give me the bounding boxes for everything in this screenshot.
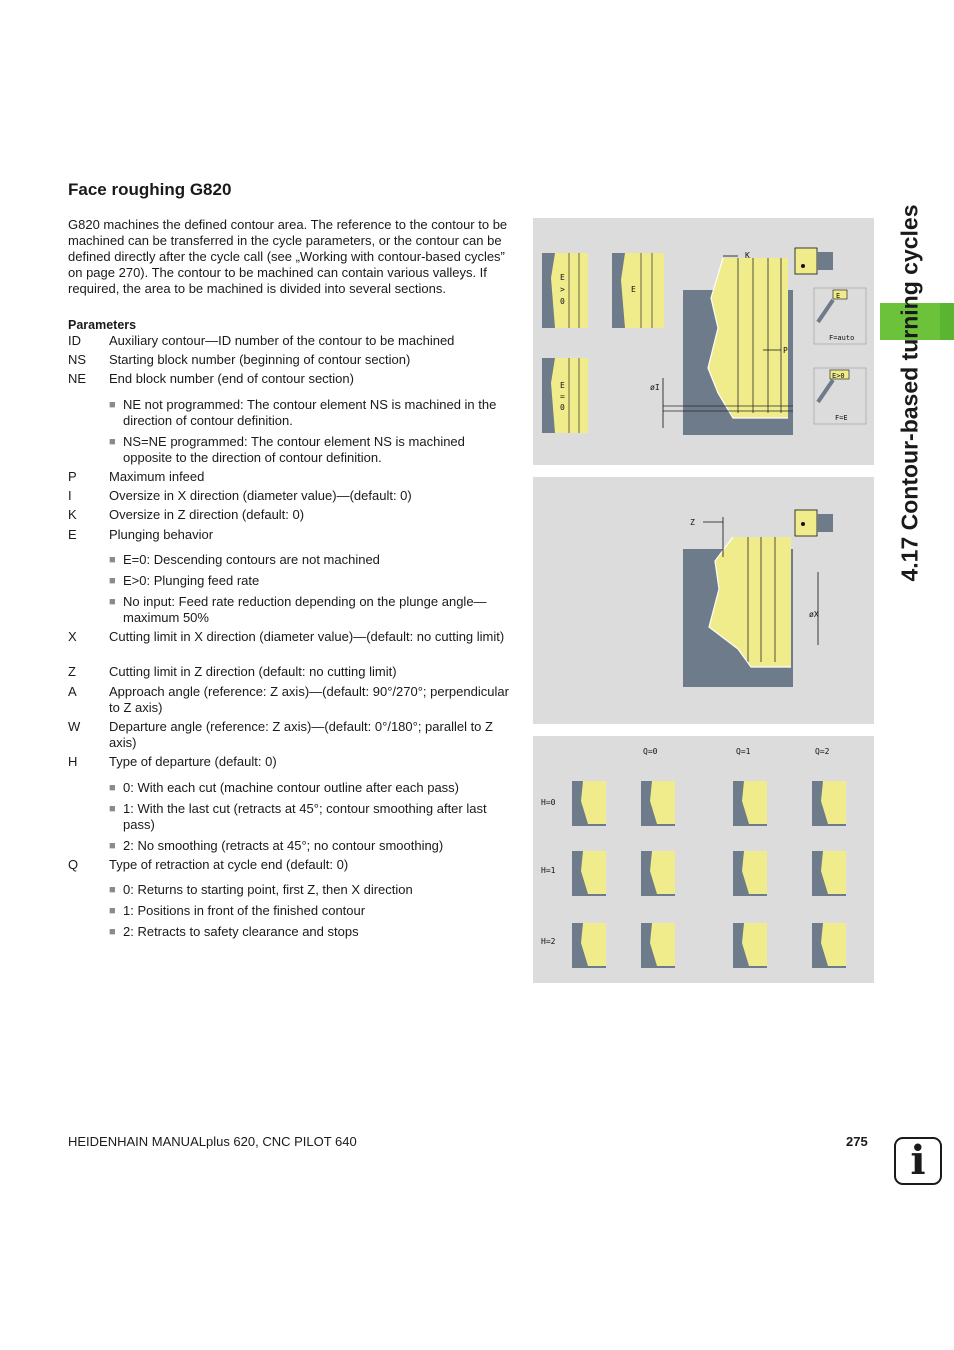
param-e: E Plunging behavior xyxy=(68,527,214,542)
param-ns: NS Starting block number (beginning of contour section) xyxy=(68,352,411,367)
figure-departure-retraction xyxy=(533,736,874,983)
mini-diagram-h0-q0 xyxy=(641,781,675,826)
tab-e-gt-0 xyxy=(542,253,588,328)
tab-e xyxy=(612,253,664,328)
svg-text:>: > xyxy=(560,285,565,294)
h2-label: H=2 xyxy=(541,937,556,946)
param-id: ID Auxiliary contour—ID number of the contour to be machined xyxy=(68,333,455,348)
mini-diagram-h1-none xyxy=(572,851,606,896)
mini-diagram-h0-q1 xyxy=(733,781,767,826)
q-bullet-2: ■ 1: Positions in front of the finished contour xyxy=(109,903,366,918)
mini-diagram-h1-q0 xyxy=(641,851,675,896)
svg-text:0: 0 xyxy=(560,403,565,412)
figure-2-drawing xyxy=(533,477,874,724)
param-z: Z Cutting limit in Z direction (default: no cutting limit) xyxy=(68,664,397,679)
mini-diagram-h0-none xyxy=(572,781,606,826)
chapter-side-title: 4.17 Contour-based turning cycles xyxy=(896,204,923,582)
svg-text:E>0: E>0 xyxy=(832,372,845,380)
svg-text:E: E xyxy=(560,273,565,282)
mini-diagram-h2-q1 xyxy=(733,923,767,968)
p-label: P xyxy=(783,346,788,355)
e-bullet-3: ■ No input: Feed rate reduction depending on the plunge angle—maximum 50% xyxy=(109,594,487,625)
mini-diagram-h2-q2 xyxy=(812,923,846,968)
chapter-tab xyxy=(940,303,954,340)
k-label: K xyxy=(745,251,750,260)
svg-text:F=auto: F=auto xyxy=(829,334,855,342)
svg-text:0: 0 xyxy=(560,297,565,306)
phi-x-label: øX xyxy=(809,610,819,619)
param-p: P Maximum infeed xyxy=(68,469,205,484)
param-i: I Oversize in X direction (diameter value)—(default: 0) xyxy=(68,488,412,503)
mini-diagram-h1-q1 xyxy=(733,851,767,896)
mini-diagram-h1-q2 xyxy=(812,851,846,896)
inset-f-e xyxy=(814,368,866,424)
e-bullet-2: ■ E>0: Plunging feed rate xyxy=(109,573,260,588)
h1-label: H=1 xyxy=(541,866,556,875)
svg-text:E: E xyxy=(836,292,841,300)
q-bullet-3: ■ 2: Retracts to safety clearance and stops xyxy=(109,924,359,939)
parameters-heading: Parameters xyxy=(68,318,137,332)
ne-bullet-1: ■ NE not programmed: The contour element NS is machined in the direction of contour definition. xyxy=(109,397,497,428)
mini-diagram-h2-q0 xyxy=(641,923,675,968)
figure-1-drawing xyxy=(533,218,874,465)
inset-f-auto xyxy=(814,288,866,344)
h-bullet-2: ■ 1: With the last cut (retracts at 45°; contour smoothing after last pass) xyxy=(109,801,487,832)
phi-i-label: øI xyxy=(650,383,660,392)
param-ne: NE End block number (end of contour section) xyxy=(68,371,354,386)
tab-e-eq-0 xyxy=(542,358,588,433)
param-h: H Type of departure (default: 0) xyxy=(68,754,277,769)
mini-diagram-h2-none xyxy=(572,923,606,968)
svg-text:F=E: F=E xyxy=(835,414,848,422)
ne-bullet-2: ■ NS=NE programmed: The contour element NS is machined opposite to the direction of contour definition. xyxy=(109,434,465,465)
footer-text: HEIDENHAIN MANUALplus 620, CNC PILOT 640 xyxy=(68,1134,357,1149)
figure-3-drawing xyxy=(533,736,874,983)
e-bullet-1: ■ E=0: Descending contours are not machined xyxy=(109,552,380,567)
param-k: K Oversize in Z direction (default: 0) xyxy=(68,507,305,522)
svg-text:E: E xyxy=(631,285,636,294)
h-bullet-3: ■ 2: No smoothing (retracts at 45°; no contour smoothing) xyxy=(109,838,444,853)
svg-text:=: = xyxy=(560,392,565,401)
z-label: Z xyxy=(690,518,695,527)
svg-text:E: E xyxy=(560,381,565,390)
tool-icon xyxy=(795,248,833,274)
main-workpiece xyxy=(663,258,793,435)
h-bullet-1: ■ 0: With each cut (machine contour outline after each pass) xyxy=(109,780,460,795)
main-workpiece-2 xyxy=(683,517,793,687)
section-title: Face roughing G820 xyxy=(68,180,232,199)
q1-label: Q=1 xyxy=(736,747,751,756)
q2-label: Q=2 xyxy=(815,747,830,756)
figure-cutting-limit xyxy=(533,477,874,724)
param-x: X Cutting limit in X direction (diameter value)—(default: no cutting limit) xyxy=(68,629,505,644)
h0-label: H=0 xyxy=(541,798,556,807)
mini-diagram-h0-q2 xyxy=(812,781,846,826)
q-bullet-1: ■ 0: Returns to starting point, first Z, then X direction xyxy=(109,882,413,897)
param-a: A Approach angle (reference: Z axis)—(default: 90°/270°; perpendicular to Z axis) xyxy=(68,684,509,715)
param-w: W Departure angle (reference: Z axis)—(default: 0°/180°; parallel to Z axis) xyxy=(68,719,493,750)
figure-plunging-behavior xyxy=(533,218,874,465)
param-q: Q Type of retraction at cycle end (default: 0) xyxy=(68,857,349,872)
intro-paragraph: G820 machines the defined contour area. The reference to the contour to be machined can be transferred in the cycle parameters, or the contour can be defined directly after the cycle call (see „Working with contour-based cycles” on page 270). The contour to be machined can contain various valleys. If required, the area to be machined is divided into several sections. xyxy=(68,217,508,296)
page-number: 275 xyxy=(846,1134,868,1149)
q0-label: Q=0 xyxy=(643,747,658,756)
info-icon: i xyxy=(894,1137,942,1185)
tool-icon-2 xyxy=(795,510,833,536)
